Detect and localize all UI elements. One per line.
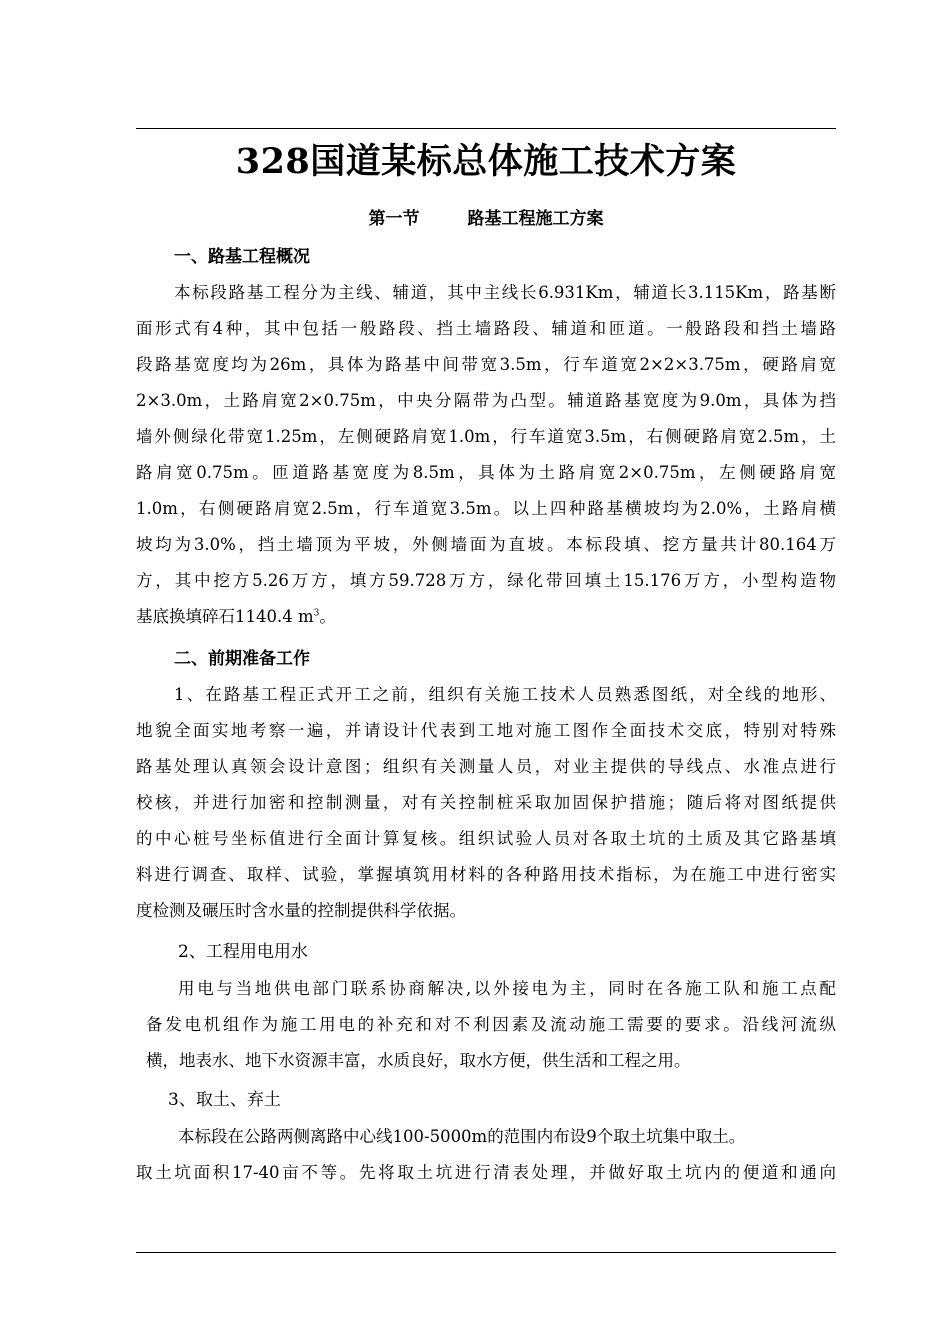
paragraph-line: 路基处理认真领会设计意图；组织有关测量人员，对业主提供的导线点、水准点进行: [136, 757, 836, 776]
paragraph-line: 1.0m，右侧硬路肩宽2.5m，行车道宽3.5m。以上四种路基横坡均为2.0%，土路肩横: [136, 499, 836, 518]
paragraph-line: 坡均为3.0%，挡土墙顶为平坡，外侧墙面为直坡。本标段填、挖方量共计80.164万: [136, 535, 836, 554]
paragraph-line: 1、在路基工程正式开工之前，组织有关施工技术人员熟悉图纸，对全线的地形、: [174, 685, 836, 704]
section-heading: [136, 206, 836, 232]
paragraph-line: 校核，并进行加密和控制测量，对有关控制桩采取加固保护措施；随后将对图纸提供: [136, 793, 836, 812]
paragraph-line: 取土坑面积17-40亩不等。先将取土坑进行清表处理，并做好取土坑内的便道和通向: [136, 1163, 836, 1182]
superscript: 3: [313, 608, 320, 619]
paragraph-line: 横，地表水、地下水资源丰富，水质良好，取水方便，供生活和工程之用。: [146, 1051, 691, 1070]
header-rule: [136, 128, 836, 129]
paragraph-line: 2×3.0m，土路肩宽2×0.75m，中央分隔带为凸型。辅道路基宽度为9.0m，具体为挡: [136, 391, 836, 410]
item3-heading: 3、取土、弃土: [168, 1090, 281, 1110]
paragraph-line: 墙外侧绿化带宽1.25m，左侧硬路肩宽1.0m，行车道宽3.5m，右侧硬路肩宽2.5m，土: [136, 427, 836, 446]
paragraph-last-line: [136, 604, 836, 630]
paragraph-line: 路肩宽0.75m。匝道路基宽度为8.5m，具体为土路肩宽2×0.75m，左侧硬路肩宽: [136, 463, 836, 482]
paragraph-line: 段路基宽度均为26m，具体为路基中间带宽3.5m，行车道宽2×2×3.75m，硬路肩宽: [136, 355, 836, 374]
part1-heading: 一、路基工程概况: [174, 247, 310, 267]
paragraph-line: 料进行调查、取样、试验，掌握填筑用材料的各种路用技术指标，为在施工中进行密实: [136, 865, 836, 884]
paragraph-line: 度检测及碾压时含水量的控制提供科学依据。: [136, 901, 466, 920]
paragraph-line: 备发电机组作为施工用电的补充和对不利因素及流动施工需要的要求。沿线河流纵: [146, 1015, 836, 1034]
last-line-end: 。: [319, 607, 336, 626]
paragraph-line: 本标段路基工程分为主线、辅道，其中主线长6.931Km，辅道长3.115Km，路基断: [174, 283, 836, 302]
paragraph-line: 地貌全面实地考察一遍，并请设计代表到工地对施工图作全面技术交底，特别对特殊: [136, 721, 836, 740]
paragraph-line: 本标段在公路两侧离路中心线100-5000m的范围内布设9个取土坑集中取土。: [178, 1127, 746, 1146]
paragraph-line: 用电与当地供电部门联系协商解决,以外接电为主，同时在各施工队和施工点配: [178, 979, 836, 998]
paragraph-line: 方，其中挖方5.26万方，填方59.728万方，绿化带回填土15.176万方，小型构造物: [136, 571, 836, 590]
section-name: 路基工程施工方案: [467, 209, 604, 229]
document-title: 328国道某标总体施工技术方案: [235, 141, 737, 182]
part2-heading: 二、前期准备工作: [174, 649, 310, 669]
paragraph-line: 面形式有4种，其中包括一般路段、挡土墙路段、辅道和匝道。一般路段和挡土墙路: [136, 319, 836, 338]
section-number: 第一节: [368, 209, 420, 229]
last-line-text: 基底换填碎石1140.4 m: [136, 607, 314, 626]
paragraph-line: 的中心桩号坐标值进行全面计算复核。组织试验人员对各取土坑的土质及其它路基填: [136, 829, 836, 848]
item2-heading: 2、工程用电用水: [178, 942, 308, 962]
footer-rule: [136, 1252, 836, 1253]
